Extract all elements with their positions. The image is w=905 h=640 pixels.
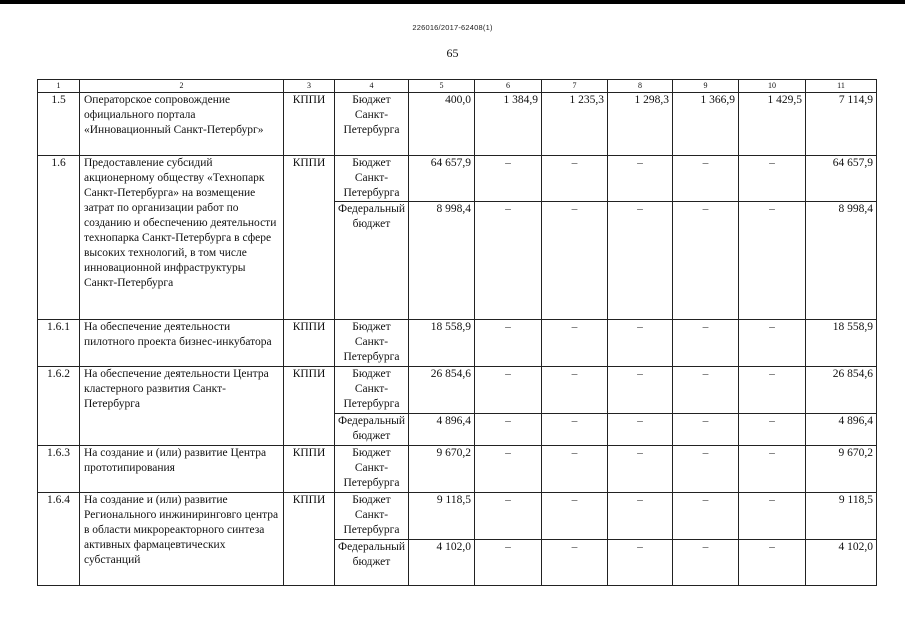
column-number-row — [38, 80, 877, 93]
column-number: 2 — [80, 80, 284, 93]
year-value: 1 298,3 — [608, 93, 673, 156]
year-value: 26 854,6 — [409, 367, 475, 414]
table-row — [38, 93, 877, 156]
year-value: – — [739, 446, 806, 493]
year-value: – — [608, 446, 673, 493]
year-value: – — [673, 446, 739, 493]
year-value: 4 896,4 — [409, 414, 475, 446]
executor: КППИ — [284, 156, 335, 320]
column-number: 7 — [542, 80, 608, 93]
funding-source: Бюджет Санкт-Петербурга — [335, 93, 409, 156]
year-value: – — [608, 493, 673, 540]
column-number: 3 — [284, 80, 335, 93]
year-value: 4 102,0 — [409, 540, 475, 586]
funding-source: Федеральный бюджет — [335, 540, 409, 586]
year-value: – — [739, 156, 806, 202]
year-value: – — [673, 414, 739, 446]
year-value: 1 235,3 — [542, 93, 608, 156]
total-value: 18 558,9 — [806, 320, 877, 367]
year-value: – — [475, 320, 542, 367]
year-value: – — [475, 414, 542, 446]
measure-name: На обеспечение деятельности пилотного проекта бизнес-инкубатора — [80, 320, 284, 367]
year-value: – — [608, 414, 673, 446]
measure-name: Предоставление субсидий акционерному обществу «Технопарк Санкт-Петербурга» на возмещение затрат по организации работ по созданию и обеспечению деятельности технопарка Санкт-Петербурга в сфере высоких технологий, в том числе инновационной инфраструктуры Санкт-Петербурга — [80, 156, 284, 320]
funding-source: Федеральный бюджет — [335, 202, 409, 320]
row-number: 1.5 — [38, 93, 80, 156]
total-value: 26 854,6 — [806, 367, 877, 414]
year-value: – — [542, 202, 608, 320]
year-value: – — [739, 202, 806, 320]
year-value: – — [542, 414, 608, 446]
funding-source: Бюджет Санкт-Петербурга — [335, 320, 409, 367]
budget-table — [37, 79, 877, 586]
year-value: – — [673, 493, 739, 540]
table-row — [38, 446, 877, 493]
total-value: 4 102,0 — [806, 540, 877, 586]
executor: КППИ — [284, 93, 335, 156]
year-value: – — [673, 202, 739, 320]
year-value: 18 558,9 — [409, 320, 475, 367]
measure-name: На создание и (или) развитие Центра прототипирования — [80, 446, 284, 493]
year-value: – — [542, 446, 608, 493]
year-value: – — [475, 202, 542, 320]
column-number: 4 — [335, 80, 409, 93]
year-value: – — [608, 202, 673, 320]
scan-top-edge — [0, 0, 905, 4]
year-value: – — [673, 156, 739, 202]
row-number: 1.6.4 — [38, 493, 80, 586]
year-value: – — [739, 493, 806, 540]
table-row — [38, 320, 877, 367]
year-value: 9 670,2 — [409, 446, 475, 493]
table-row — [38, 367, 877, 414]
executor: КППИ — [284, 446, 335, 493]
year-value: – — [739, 320, 806, 367]
measure-name: На создание и (или) развитие Регионального инжиниринговго центра в области микрореакторного синтеза активных фармацевтических субстанций — [80, 493, 284, 586]
year-value: – — [542, 493, 608, 540]
row-number: 1.6.2 — [38, 367, 80, 446]
year-value: 400,0 — [409, 93, 475, 156]
year-value: 1 366,9 — [673, 93, 739, 156]
year-value: – — [608, 540, 673, 586]
year-value: – — [475, 493, 542, 540]
table-row — [38, 156, 877, 202]
year-value: – — [739, 367, 806, 414]
funding-source: Бюджет Санкт-Петербурга — [335, 367, 409, 414]
total-value: 9 118,5 — [806, 493, 877, 540]
year-value: – — [739, 540, 806, 586]
total-value: 7 114,9 — [806, 93, 877, 156]
year-value: – — [475, 540, 542, 586]
year-value: – — [542, 367, 608, 414]
funding-source: Бюджет Санкт-Петербурга — [335, 446, 409, 493]
year-value: – — [673, 540, 739, 586]
year-value: 1 429,5 — [739, 93, 806, 156]
year-value: – — [542, 540, 608, 586]
column-number: 11 — [806, 80, 877, 93]
year-value: – — [608, 320, 673, 367]
total-value: 4 896,4 — [806, 414, 877, 446]
row-number: 1.6 — [38, 156, 80, 320]
year-value: – — [608, 156, 673, 202]
total-value: 8 998,4 — [806, 202, 877, 320]
column-number: 1 — [38, 80, 80, 93]
year-value: 9 118,5 — [409, 493, 475, 540]
year-value: – — [673, 320, 739, 367]
table-row — [38, 493, 877, 540]
year-value: – — [475, 156, 542, 202]
total-value: 64 657,9 — [806, 156, 877, 202]
document-id: 226016/2017-62408(1) — [412, 23, 493, 32]
funding-source: Бюджет Санкт-Петербурга — [335, 156, 409, 202]
executor: КППИ — [284, 367, 335, 446]
column-number: 6 — [475, 80, 542, 93]
total-value: 9 670,2 — [806, 446, 877, 493]
year-value: – — [608, 367, 673, 414]
column-number: 9 — [673, 80, 739, 93]
year-value: – — [475, 367, 542, 414]
funding-source: Федеральный бюджет — [335, 414, 409, 446]
column-number: 8 — [608, 80, 673, 93]
page-number: 65 — [446, 46, 459, 60]
year-value: – — [542, 156, 608, 202]
funding-source: Бюджет Санкт-Петербурга — [335, 493, 409, 540]
year-value: 64 657,9 — [409, 156, 475, 202]
column-number: 10 — [739, 80, 806, 93]
measure-name: На обеспечение деятельности Центра кластерного развития Санкт-Петербурга — [80, 367, 284, 446]
year-value: 1 384,9 — [475, 93, 542, 156]
year-value: 8 998,4 — [409, 202, 475, 320]
measure-name: Операторское сопровождение официального портала «Инновационный Санкт-Петербург» — [80, 93, 284, 156]
year-value: – — [475, 446, 542, 493]
year-value: – — [542, 320, 608, 367]
row-number: 1.6.3 — [38, 446, 80, 493]
year-value: – — [739, 414, 806, 446]
executor: КППИ — [284, 493, 335, 586]
column-number: 5 — [409, 80, 475, 93]
executor: КППИ — [284, 320, 335, 367]
year-value: – — [673, 367, 739, 414]
row-number: 1.6.1 — [38, 320, 80, 367]
